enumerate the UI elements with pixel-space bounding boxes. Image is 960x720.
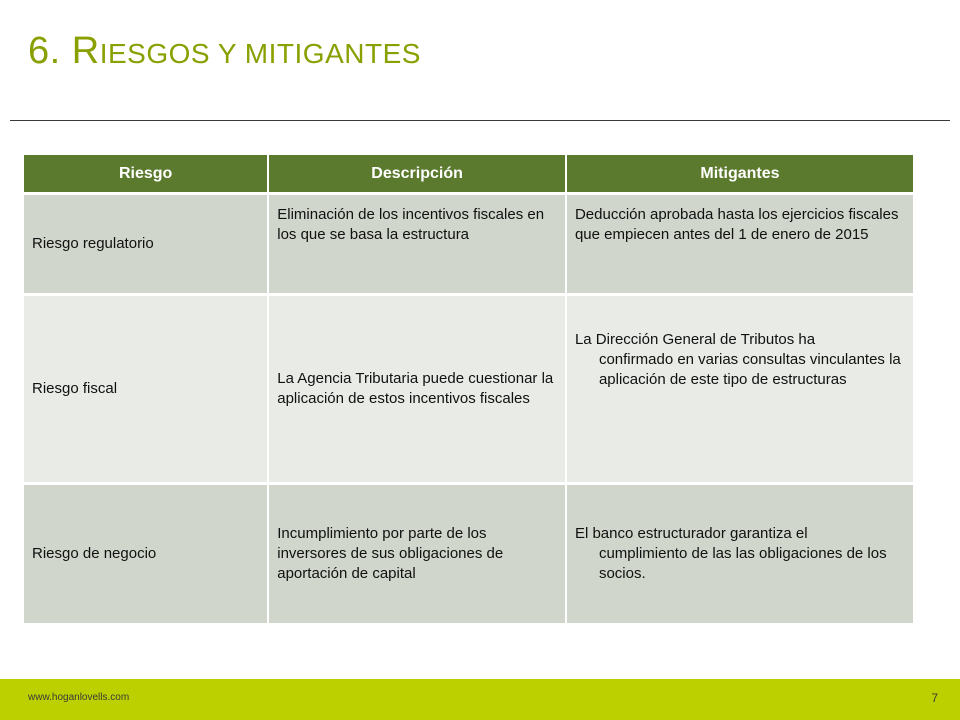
cell-riesgo: Riesgo fiscal — [23, 295, 268, 484]
table-row — [23, 194, 914, 295]
page-number: 7 — [931, 691, 938, 705]
header-mitigantes: Mitigantes — [566, 155, 914, 194]
title-first-letter: R — [71, 30, 100, 72]
cell-descripcion: Eliminación de los incentivos fiscales en los que se basa la estructura — [268, 194, 566, 295]
cell-mitigantes — [566, 295, 914, 484]
risk-table — [22, 155, 915, 626]
mitigantes-line: El banco estructurador garantiza el — [574, 525, 808, 542]
cell-descripcion: Incumplimiento por parte de los inversores de sus obligaciones de aportación de capital — [268, 484, 566, 625]
header-riesgo: Riesgo — [23, 155, 268, 194]
cell-mitigantes — [566, 194, 914, 295]
cell-riesgo: Riesgo de negocio — [23, 484, 268, 625]
header-descripcion: Descripción — [268, 155, 566, 194]
cell-descripcion: La Agencia Tributaria puede cuestionar la aplicación de estos incentivos fiscales — [268, 295, 566, 484]
title-divider — [10, 120, 950, 121]
title-number: 6. — [28, 30, 61, 72]
cell-mitigantes — [566, 484, 914, 625]
title-rest: IESGOS Y MITIGANTES — [99, 38, 421, 69]
mitigantes-line-indented: confirmado en varias consultas vinculantes la aplicación de este tipo de estructuras — [598, 351, 901, 388]
footer-bar — [0, 679, 960, 720]
mitigantes-line: Deducción aprobada hasta los ejercicios fiscales que empiecen antes del 1 de enero de 2015 — [574, 206, 899, 243]
table-row — [23, 295, 914, 484]
cell-riesgo: Riesgo regulatorio — [23, 194, 268, 295]
mitigantes-line-indented: cumplimiento de las las obligaciones de los socios. — [598, 545, 887, 582]
mitigantes-line: La Dirección General de Tributos ha — [574, 331, 816, 348]
footer-url: www.hoganlovells.com — [28, 692, 130, 703]
table-row — [23, 484, 914, 625]
table-header-row — [23, 155, 914, 194]
slide-title — [28, 28, 421, 77]
